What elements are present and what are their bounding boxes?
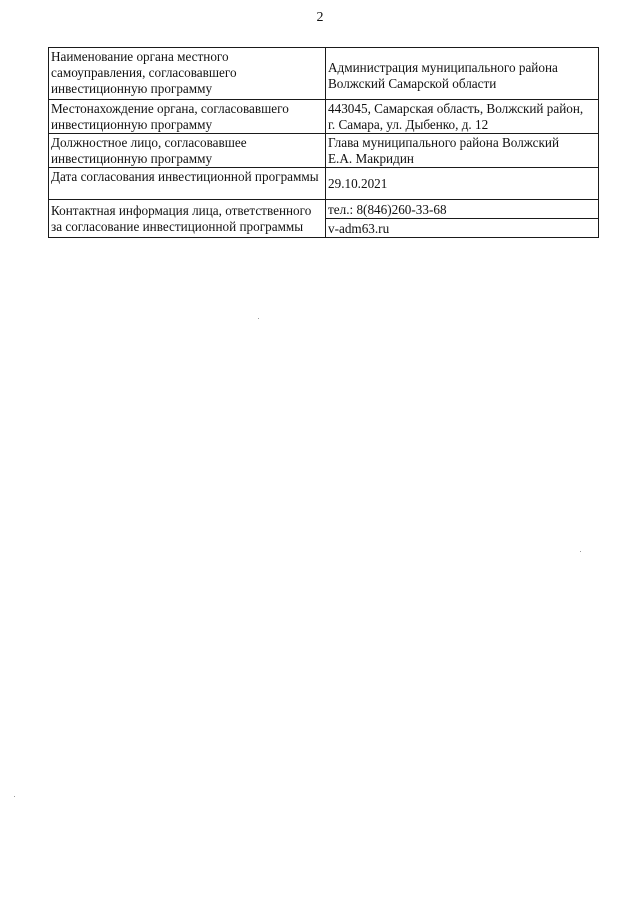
row-label-approval-date: Дата согласования инвестиционной программы (49, 168, 326, 200)
table-row (49, 200, 599, 219)
scan-speck (580, 551, 581, 552)
scan-speck (258, 318, 259, 319)
table-row (49, 168, 599, 200)
row-value-contact-website: v-adm63.ru (326, 219, 599, 238)
table-row (49, 100, 599, 134)
row-value-authority-name: Администрация муниципального района Волжский Самарской области (326, 48, 599, 100)
row-label-authority-name: Наименование органа местного самоуправления, согласовавшего инвестиционную программу (49, 48, 326, 100)
row-value-contact-phone: тел.: 8(846)260-33-68 (326, 200, 599, 219)
row-value-official: Глава муниципального района Волжский Е.А. Макридин (326, 134, 599, 168)
table-row (49, 48, 599, 100)
row-label-official: Должностное лицо, согласовавшее инвестиционную программу (49, 134, 326, 168)
row-value-approval-date: 29.10.2021 (326, 168, 599, 200)
row-label-contact-info: Контактная информация лица, ответственного за согласование инвестиционной программы (49, 200, 326, 238)
approval-info-table (48, 47, 599, 238)
page-number: 2 (316, 10, 324, 25)
row-value-authority-location: 443045, Самарская область, Волжский район, г. Самара, ул. Дыбенко, д. 12 (326, 100, 599, 134)
table-row (49, 134, 599, 168)
scan-speck (14, 796, 15, 797)
row-label-authority-location: Местонахождение органа, согласовавшего инвестиционную программу (49, 100, 326, 134)
